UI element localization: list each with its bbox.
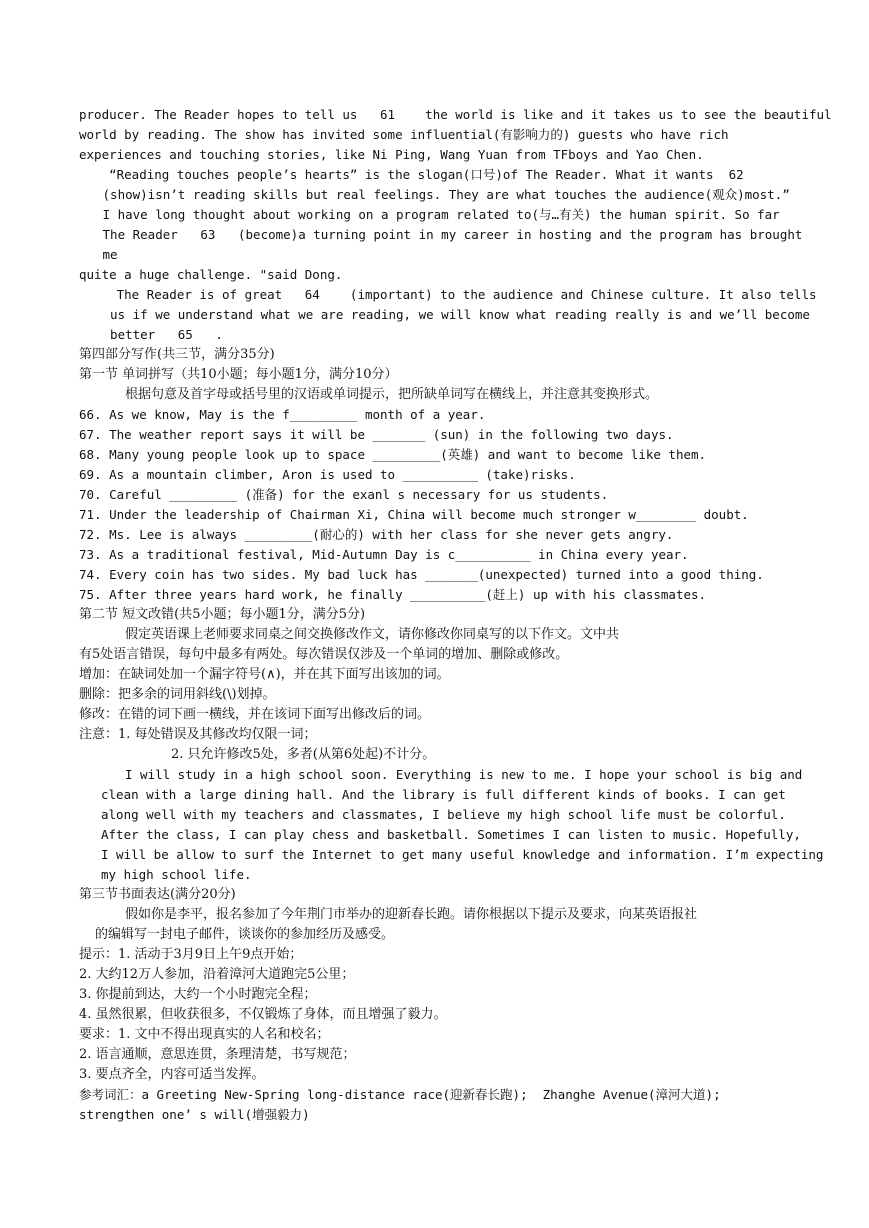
essay-line: my high school life. bbox=[101, 867, 252, 882]
section3-title: 第三节书面表达(满分20分) bbox=[79, 887, 236, 902]
part4-writing bbox=[79, 345, 824, 1125]
section2-rule-modify: 修改：在错的词下画一横线，并在该词下面写出修改后的词。 bbox=[79, 707, 431, 722]
spelling-item: 68. Many young people look up to space _________(英雄) and want to become like them. bbox=[79, 447, 707, 462]
essay-line: I will be allow to surf the Internet to get many useful knowledge and information. I’m expecting bbox=[101, 847, 824, 862]
passage-line: better 65 . bbox=[95, 327, 223, 342]
section2-instruction: 假定英语课上老师要求同桌之间交换修改作文，请你修改你同桌写的以下作文。文中共 bbox=[125, 627, 620, 642]
section3-requirement: 3. 要点齐全，内容可适当发挥。 bbox=[79, 1067, 265, 1082]
passage-line: me bbox=[95, 247, 118, 262]
passage-line: quite a huge challenge. "said Dong. bbox=[79, 267, 343, 282]
essay-to-correct bbox=[79, 765, 824, 885]
section3-vocabulary: 参考词汇：a Greeting New-Spring long-distance race(迎新春长跑); Zhanghe Avenue(漳河大道); bbox=[79, 1087, 721, 1102]
passage-line: us if we understand what we are reading, we will know what reading really is and we’ll become bbox=[95, 307, 810, 322]
spelling-item: 67. The weather report says it will be _______ (sun) in the following two days. bbox=[79, 427, 674, 442]
passage-line: I have long thought about working on a program related to(与…有关) the human spirit. So far bbox=[95, 207, 780, 222]
section3-prompt: 的编辑写一封电子邮件，谈谈你的参加经历及感受。 bbox=[95, 927, 395, 942]
section2-note: 2. 只允许修改5处，多者(从第6处起)不计分。 bbox=[171, 747, 436, 762]
section2-rule-delete: 删除：把多余的词用斜线(\)划掉。 bbox=[79, 687, 276, 702]
essay-line: I will study in a high school soon. Everything is new to me. I hope your school is big and bbox=[125, 767, 803, 782]
section2-note: 注意：1. 每处错误及其修改均仅限一词； bbox=[79, 727, 317, 742]
passage-line: (show)isn’t reading skills but real feelings. They are what touches the audience(观众)most.” bbox=[95, 187, 790, 202]
essay-line: After the class, I can play chess and basketball. Sometimes I can listen to music. Hopefully, bbox=[101, 827, 801, 842]
part4-title: 第四部分写作(共三节，满分35分) bbox=[79, 347, 275, 362]
passage-line: The Reader 63 (become)a turning point in my career in hosting and the program has brought bbox=[95, 227, 803, 242]
section3-vocabulary: strengthen one’ s will(增强毅力) bbox=[79, 1107, 310, 1122]
essay-line: along well with my teachers and classmates, I believe my high school life must be colorful. bbox=[101, 807, 786, 822]
section3-hint: 2. 大约12万人参加，沿着漳河大道跑完5公里； bbox=[79, 967, 355, 982]
passage-line: experiences and touching stories, like Ni Ping, Wang Yuan from TFboys and Yao Chen. bbox=[79, 147, 704, 162]
section2-rule-add: 增加：在缺词处加一个漏字符号(∧)，并在其下面写出该加的词。 bbox=[79, 667, 450, 682]
passage-line: The Reader is of great 64 (important) to the audience and Chinese culture. It also tells bbox=[79, 287, 817, 302]
section3-requirement: 要求：1. 文中不得出现真实的人名和校名； bbox=[79, 1027, 330, 1042]
section2-instruction: 有5处语言错误，每句中最多有两处。每次错误仅涉及一个单词的增加、删除或修改。 bbox=[79, 647, 569, 662]
section2-title: 第二节 短文改错(共5小题；每小题1分，满分5分) bbox=[79, 607, 366, 622]
essay-line: clean with a large dining hall. And the library is full different kinds of books. I can get bbox=[101, 787, 786, 802]
passage-line: producer. The Reader hopes to tell us 61 the world is like and it takes us to see the beautiful bbox=[79, 107, 832, 122]
section3-hint: 4. 虽然很累，但收获很多，不仅锻炼了身体，而且增强了毅力。 bbox=[79, 1007, 447, 1022]
spelling-items bbox=[79, 405, 791, 605]
passage-continuation bbox=[79, 105, 832, 345]
spelling-item: 73. As a traditional festival, Mid-Autumn Day is c__________ in China every year. bbox=[79, 547, 689, 562]
passage-line: “Reading touches people’s hearts” is the slogan(口号)of The Reader. What it wants 62 bbox=[79, 167, 744, 182]
spelling-item: 70. Careful _________ (准备) for the exanl s necessary for us students. bbox=[79, 487, 609, 502]
spelling-item: 75. After three years hard work, he finally __________(赶上) up with his classmates. bbox=[79, 587, 707, 602]
section1-title: 第一节 单词拼写（共10小题；每小题1分，满分10分） bbox=[79, 367, 398, 382]
passage-line: world by reading. The show has invited some influential(有影响力的) guests who have rich bbox=[79, 127, 729, 142]
spelling-item: 72. Ms. Lee is always _________(耐心的) with her class for she never gets angry. bbox=[79, 527, 674, 542]
section3-requirement: 2. 语言通顺，意思连贯，条理清楚，书写规范； bbox=[79, 1047, 356, 1062]
section3-prompt: 假如你是李平，报名参加了今年荆门市举办的迎新春长跑。请你根据以下提示及要求，向某英语报社 bbox=[125, 907, 698, 922]
spelling-item: 69. As a mountain climber, Aron is used to __________ (take)risks. bbox=[79, 467, 576, 482]
section1-instruction: 根据句意及首字母或括号里的汉语或单词提示，把所缺单词写在横线上，并注意其变换形式。 bbox=[125, 387, 659, 402]
section3-hint: 3. 你提前到达，大约一个小时跑完全程； bbox=[79, 987, 317, 1002]
spelling-item: 66. As we know, May is the f_________ month of a year. bbox=[79, 407, 486, 422]
spelling-item: 74. Every coin has two sides. My bad luck has _______(unexpected) turned into a good thing. bbox=[79, 567, 764, 582]
spelling-item: 71. Under the leadership of Chairman Xi, China will become much stronger w________ doubt. bbox=[79, 507, 749, 522]
section3-hint: 提示：1. 活动于3月9日上午9点开始； bbox=[79, 947, 303, 962]
